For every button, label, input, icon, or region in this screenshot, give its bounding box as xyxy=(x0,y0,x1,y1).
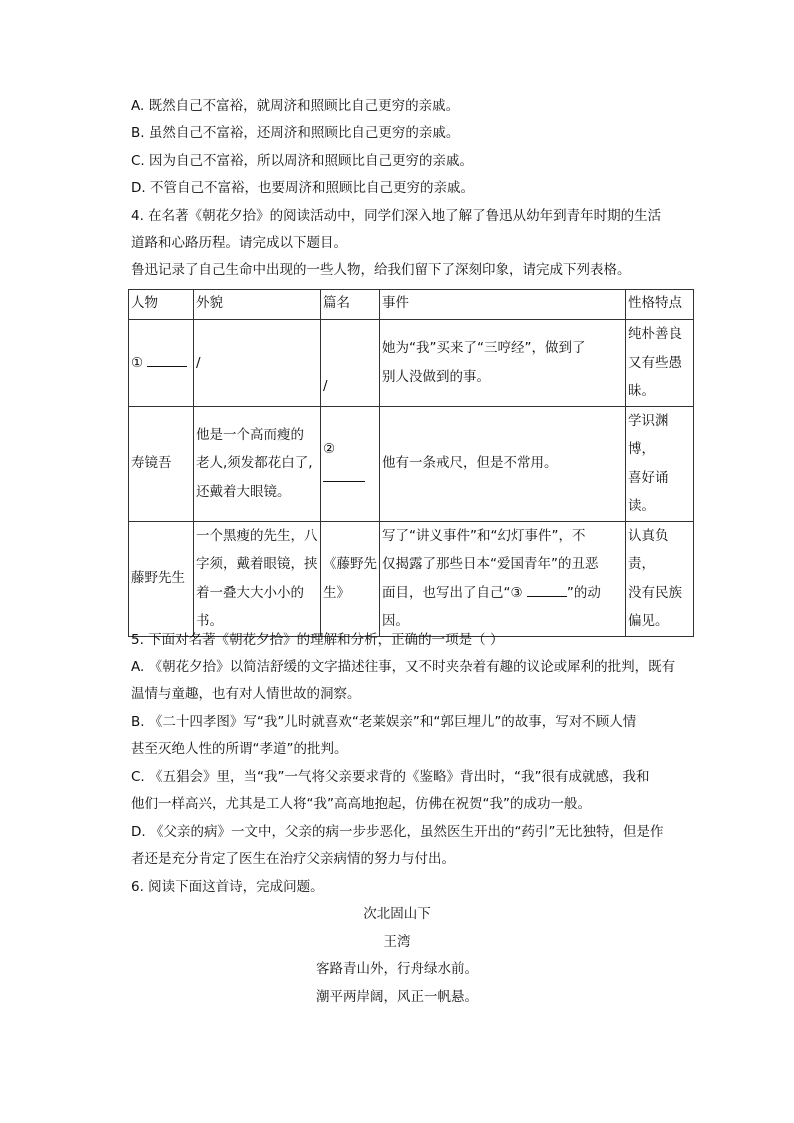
cell-person-blank xyxy=(129,320,194,407)
appearance-line: 还戴着大眼镜。 xyxy=(196,483,291,500)
event-line: 仅揭露了那些日本“爱国青年”的丑恶 xyxy=(382,556,599,572)
table-row xyxy=(129,406,694,521)
q5-line: 他们一样高兴，尤其是工人将“我”高高地抱起，仿佛在祝贺“我”的成功一般。 xyxy=(131,796,591,812)
poem-title: 次北固山下 xyxy=(363,906,431,922)
q5-stem: 5. 下面对名著《朝花夕拾》的理解和分析，正确的一项是（ ） xyxy=(131,632,504,648)
trait-line: 喜好诵读。 xyxy=(628,469,669,514)
table-row xyxy=(129,320,694,407)
trait-line: 昧。 xyxy=(628,383,655,399)
cell-trait xyxy=(626,406,694,521)
table-header-row xyxy=(129,290,694,320)
q5-line: 温情与童趣，也有对人情世故的洞察。 xyxy=(131,686,361,702)
event-line: 别人没做到的事。 xyxy=(382,368,490,385)
poem-line: 潮平两岸阔，风正一帆悬。 xyxy=(316,989,478,1005)
event-line xyxy=(382,579,623,608)
characters-table xyxy=(128,289,694,637)
q4-instruction: 鲁迅记录了自己生命中出现的一些人物，给我们留下了深刻印象，请完成下列表格。 xyxy=(131,262,631,278)
poem-author: 王湾 xyxy=(383,934,411,950)
appearance-line: 字须，戴着眼镜，挟 xyxy=(196,556,318,572)
q5-line: A. 《朝花夕拾》以简洁舒缓的文字描述往事，又不时夹杂着有趣的议论或犀利的批判，既有 xyxy=(131,659,676,675)
cell-event xyxy=(380,320,626,407)
title-line: 《藤野先 xyxy=(323,556,377,572)
appearance-line: 书。 xyxy=(196,613,223,629)
q5-line: 者还是充分肯定了医生在治疗父亲病情的努力与付出。 xyxy=(131,851,455,867)
appearance-line: 他是一个高而瘦的 xyxy=(196,426,304,443)
event-line: 因。 xyxy=(382,613,409,629)
cell-title-blank xyxy=(321,406,380,521)
answer-blank-1[interactable] xyxy=(147,352,187,367)
event-line: 写了“讲义事件”和“幻灯事件”，不 xyxy=(382,527,586,544)
cell-person: 藤野先生 xyxy=(129,521,194,636)
header-title: 篇名 xyxy=(321,290,380,320)
q3-option-c: C. 因为自己不富裕，所以周济和照顾比自己更穷的亲戚。 xyxy=(131,153,474,169)
cell-appearance xyxy=(194,406,321,521)
q5-line: 甚至灭绝人性的所谓“孝道”的批判。 xyxy=(131,741,348,757)
header-appearance: 外貌 xyxy=(194,290,321,320)
appearance-line: 着一叠大大小小的 xyxy=(196,584,304,601)
trait-line: 偏见。 xyxy=(628,613,669,629)
q4-stem-line2: 道路和心路历程。请完成以下题目。 xyxy=(131,235,347,251)
header-event: 事件 xyxy=(380,290,626,320)
blank-marker-2: ② xyxy=(323,441,336,457)
cell-trait xyxy=(626,320,694,407)
cell-event xyxy=(380,521,626,636)
q5-line: C. 《五猖会》里，当“我”一气将父亲要求背的《鉴略》背出时，“我”很有成就感，我和 xyxy=(131,769,650,785)
cell-appearance: / xyxy=(194,320,321,407)
event-text: 面目，也写出了自己“③ xyxy=(382,584,523,601)
cell-appearance xyxy=(194,521,321,636)
q5-line: D. 《父亲的病》一文中，父亲的病一步步恶化，虽然医生开出的“药引”无比独特，但是作 xyxy=(131,824,664,840)
title-line: 生》 xyxy=(323,584,350,601)
cell-event: 他有一条戒尺，但是不常用。 xyxy=(380,406,626,521)
q5-line: B. 《二十四孝图》写“我”儿时就喜欢“老莱娱亲”和“郭巨埋儿”的故事，写对不顾人情 xyxy=(131,714,637,730)
header-trait: 性格特点 xyxy=(626,290,694,320)
trait-line: 认真负责， xyxy=(628,527,669,572)
q4-stem-line1: 4. 在名著《朝花夕拾》的阅读活动中，同学们深入地了解了鲁迅从幼年到青年时期的生活 xyxy=(131,208,662,224)
cell-title xyxy=(321,521,380,636)
trait-line: 学识渊博， xyxy=(628,412,669,457)
appearance-line: 一个黑瘦的先生，八 xyxy=(196,527,318,544)
trait-line: 纯朴善良 xyxy=(628,326,682,342)
cell-title: / xyxy=(321,320,380,407)
cell-person: 寿镜吾 xyxy=(129,406,194,521)
appearance-line: 老人,须发都花白了, xyxy=(196,455,313,472)
table-row xyxy=(129,521,694,636)
poem-line: 客路青山外，行舟绿水前。 xyxy=(316,961,478,977)
event-line: 她为“我”买来了“三哼经”，做到了 xyxy=(382,340,586,357)
trait-line: 又有些愚 xyxy=(628,354,682,371)
cell-trait xyxy=(626,521,694,636)
q6-stem: 6. 阅读下面这首诗，完成问题。 xyxy=(131,879,324,895)
blank-marker-1: ① xyxy=(131,354,144,371)
q3-option-a: A. 既然自己不富裕，就周济和照顾比自己更穷的亲戚。 xyxy=(131,98,460,114)
event-text: ”的动 xyxy=(566,584,601,601)
q3-option-b: B. 虽然自己不富裕，还周济和照顾比自己更穷的亲戚。 xyxy=(131,125,460,141)
answer-blank-3[interactable] xyxy=(527,582,567,597)
trait-line: 没有民族 xyxy=(628,584,682,601)
header-person: 人物 xyxy=(129,290,194,320)
answer-blank-2[interactable] xyxy=(323,467,365,482)
q3-option-d: D. 不管自己不富裕，也要周济和照顾比自己更穷的亲戚。 xyxy=(131,180,474,196)
